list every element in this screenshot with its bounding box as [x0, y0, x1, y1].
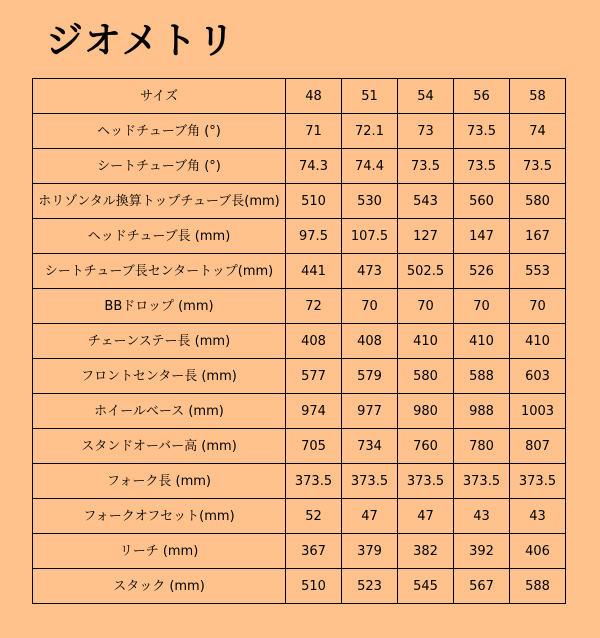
row-label: スタック (mm) — [33, 569, 286, 604]
value-cell: 543 — [398, 184, 454, 219]
table-row — [33, 499, 566, 534]
value-cell: 760 — [398, 429, 454, 464]
value-cell: 473 — [342, 254, 398, 289]
row-label: スタンドオーバー高 (mm) — [33, 429, 286, 464]
value-cell: 73.5 — [398, 149, 454, 184]
value-cell: 977 — [342, 394, 398, 429]
table-row — [33, 219, 566, 254]
value-cell: 408 — [286, 324, 342, 359]
value-cell: 410 — [454, 324, 510, 359]
value-cell: 74 — [510, 114, 566, 149]
value-cell: 72 — [286, 289, 342, 324]
value-cell: 410 — [510, 324, 566, 359]
value-cell: 47 — [342, 499, 398, 534]
table-row — [33, 114, 566, 149]
value-cell: 510 — [286, 184, 342, 219]
table-row — [33, 569, 566, 604]
value-cell: 526 — [454, 254, 510, 289]
value-cell: 47 — [398, 499, 454, 534]
value-cell: 603 — [510, 359, 566, 394]
value-cell: 988 — [454, 394, 510, 429]
table-row — [33, 534, 566, 569]
value-cell: 577 — [286, 359, 342, 394]
value-cell: 523 — [342, 569, 398, 604]
value-cell: 373.5 — [398, 464, 454, 499]
table-row — [33, 149, 566, 184]
value-cell: 43 — [510, 499, 566, 534]
value-cell: 441 — [286, 254, 342, 289]
value-cell: 72.1 — [342, 114, 398, 149]
table-row — [33, 394, 566, 429]
row-label: フロントセンター長 (mm) — [33, 359, 286, 394]
value-cell: 73.5 — [454, 114, 510, 149]
row-label: BBドロップ (mm) — [33, 289, 286, 324]
value-cell: 553 — [510, 254, 566, 289]
row-label: チェーンステー長 (mm) — [33, 324, 286, 359]
value-cell: 43 — [454, 499, 510, 534]
value-cell: 502.5 — [398, 254, 454, 289]
value-cell: 579 — [342, 359, 398, 394]
value-cell: 560 — [454, 184, 510, 219]
value-cell: 52 — [286, 499, 342, 534]
table-row — [33, 359, 566, 394]
value-cell: 373.5 — [510, 464, 566, 499]
value-cell: 1003 — [510, 394, 566, 429]
value-cell: 406 — [510, 534, 566, 569]
value-cell: 73 — [398, 114, 454, 149]
table-header-row — [33, 79, 566, 114]
table-row — [33, 324, 566, 359]
size-header-cell: 58 — [510, 79, 566, 114]
value-cell: 70 — [510, 289, 566, 324]
value-cell: 580 — [510, 184, 566, 219]
row-label: ホリゾンタル換算トップチューブ長(mm) — [33, 184, 286, 219]
size-header-cell: 48 — [286, 79, 342, 114]
value-cell: 382 — [398, 534, 454, 569]
value-cell: 70 — [342, 289, 398, 324]
value-cell: 73.5 — [510, 149, 566, 184]
row-label: シートチューブ角 (°) — [33, 149, 286, 184]
row-label: リーチ (mm) — [33, 534, 286, 569]
value-cell: 379 — [342, 534, 398, 569]
row-label: シートチューブ長センタートップ(mm) — [33, 254, 286, 289]
value-cell: 74.3 — [286, 149, 342, 184]
value-cell: 97.5 — [286, 219, 342, 254]
value-cell: 980 — [398, 394, 454, 429]
table-row — [33, 289, 566, 324]
value-cell: 408 — [342, 324, 398, 359]
value-cell: 410 — [398, 324, 454, 359]
value-cell: 70 — [454, 289, 510, 324]
value-cell: 71 — [286, 114, 342, 149]
row-label: フォークオフセット(mm) — [33, 499, 286, 534]
size-header-cell: 56 — [454, 79, 510, 114]
size-header-cell: 54 — [398, 79, 454, 114]
size-header-cell: 51 — [342, 79, 398, 114]
table-row — [33, 184, 566, 219]
value-cell: 373.5 — [286, 464, 342, 499]
table-row — [33, 254, 566, 289]
row-label: ヘッドチューブ角 (°) — [33, 114, 286, 149]
value-cell: 167 — [510, 219, 566, 254]
size-header-label: サイズ — [33, 79, 286, 114]
value-cell: 373.5 — [342, 464, 398, 499]
row-label: ヘッドチューブ長 (mm) — [33, 219, 286, 254]
value-cell: 73.5 — [454, 149, 510, 184]
table-row — [33, 464, 566, 499]
value-cell: 510 — [286, 569, 342, 604]
value-cell: 127 — [398, 219, 454, 254]
value-cell: 530 — [342, 184, 398, 219]
row-label: フォーク長 (mm) — [33, 464, 286, 499]
value-cell: 974 — [286, 394, 342, 429]
value-cell: 780 — [454, 429, 510, 464]
value-cell: 567 — [454, 569, 510, 604]
geometry-table — [32, 78, 566, 604]
value-cell: 545 — [398, 569, 454, 604]
value-cell: 392 — [454, 534, 510, 569]
value-cell: 580 — [398, 359, 454, 394]
value-cell: 588 — [454, 359, 510, 394]
value-cell: 367 — [286, 534, 342, 569]
value-cell: 807 — [510, 429, 566, 464]
value-cell: 74.4 — [342, 149, 398, 184]
value-cell: 107.5 — [342, 219, 398, 254]
value-cell: 734 — [342, 429, 398, 464]
value-cell: 705 — [286, 429, 342, 464]
table-row — [33, 429, 566, 464]
value-cell: 70 — [398, 289, 454, 324]
row-label: ホイールベース (mm) — [33, 394, 286, 429]
value-cell: 147 — [454, 219, 510, 254]
value-cell: 373.5 — [454, 464, 510, 499]
page-title: ジオメトリ — [46, 19, 236, 62]
value-cell: 588 — [510, 569, 566, 604]
